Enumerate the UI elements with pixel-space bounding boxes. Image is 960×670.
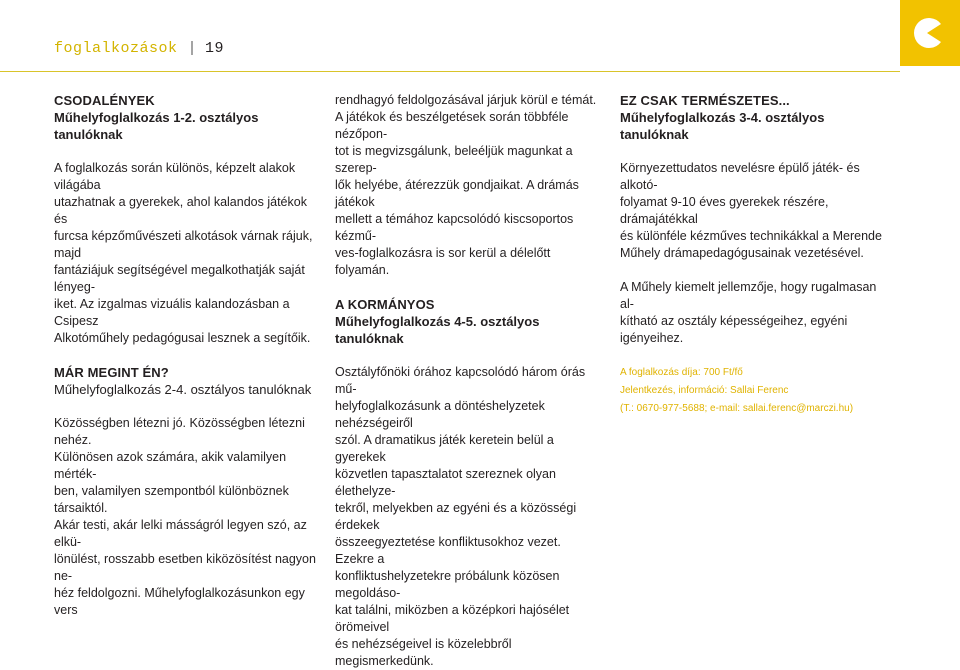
paragraph-line: összeegyeztetése konfliktusokhoz vezet. Ezekre a [335,535,561,566]
paragraph-line: A játékok és beszélgetések során többféle nézőpon- [335,110,569,141]
paragraph-line: ves-foglalkozásra is sor kerül a délelőtt folyamán. [335,246,551,277]
paragraph-line: kat találni, miközben a középkori hajósélet örömeivel [335,603,570,634]
article-subtitle: Műhelyfoglalkozás 1-2. osztályos tanulóknak [54,110,259,142]
paragraph-line: kítható az osztály képességeihez, egyéni igényeihez. [620,314,848,345]
article-subtitle: Műhelyfoglalkozás 4-5. osztályos tanulóknak [335,314,540,346]
page-tab [900,0,960,66]
running-header [54,40,224,57]
paragraph-line: Közösségben létezni jó. Közösségben létezni nehéz. [54,416,305,447]
pacman-icon [910,16,944,50]
price-info: A foglalkozás díja: 700 Ft/fő [620,367,743,378]
paragraph-line: és különféle kézműves technikákkal a Merende [620,229,882,243]
paragraph-line: utazhatnak a gyerekek, ahol kalandos játékok és [54,195,307,226]
page-number: 19 [205,40,225,57]
paragraph-line: rendhagyó feldolgozásával járjuk körül e témát. [335,93,597,107]
paragraph-line: Környezettudatos nevelésre épülő játék- és alkotó- [620,161,860,192]
paragraph-line: lők helyébe, átérezzük gondjaikat. A drámás játékok [335,178,579,209]
column-2 [335,92,601,670]
article-title: CSODALÉNYEK [54,93,155,108]
paragraph-line: helyfoglalkozásunk a döntéshelyzetek nehézségeiről [335,399,545,430]
header-separator: | [187,40,198,57]
paragraph-line: tot is megvizsgálunk, beleéljük magunkat a szerep- [335,144,573,175]
paragraph-line: A Műhely kiemelt jellemzője, hogy rugalmasan al- [620,280,877,311]
article-title: A KORMÁNYOS [335,297,435,312]
contact-info: Jelentkezés, információ: Sallai Ferenc [620,385,789,396]
contact-details: (T.: 0670-977-5688; e-mail: sallai.ferenc@marczi.hu) [620,403,854,414]
article-subtitle: Műhelyfoglalkozás 3-4. osztályos tanulóknak [620,110,825,142]
section-label: foglalkozások [54,40,178,57]
paragraph-line: Osztályfőnöki órához kapcsolódó három órás mű- [335,365,586,396]
article-title: MÁR MEGINT ÉN? [54,365,169,380]
paragraph-line: héz feldolgozni. Műhelyfoglalkozásunkon egy vers [54,586,305,617]
paragraph-line: lönülést, rosszabb esetben kiközösítést nagyon ne- [54,552,316,583]
paragraph-line: Műhely drámapedagógusainak vezetésével. [620,246,864,260]
paragraph-line: Akár testi, akár lelki másságról legyen szó, az elkü- [54,518,307,549]
paragraph-line: ben, valamilyen szempontból különböznek társaiktól. [54,484,289,515]
column-1 [54,92,316,619]
paragraph-line: folyamat 9-10 éves gyerekek részére, drámajátékkal [620,195,829,226]
paragraph-line: iket. Az izgalmas vizuális kalandozásban a Csipesz [54,297,290,328]
paragraph-line: mellett a témához kapcsolódó kiscsoportos kézmű- [335,212,574,243]
page-header [0,0,960,72]
paragraph-line: Alkotóműhely pedagógusai lesznek a segítőik. [54,331,311,345]
paragraph-line: közvetlen tapasztalatot szereznek olyan élethelyze- [335,467,556,498]
column-3 [620,92,886,418]
paragraph-line: és nehézségeivel is közelebbről megismerkedünk. [335,637,512,668]
paragraph-line: fantáziájuk segítségével megalkothatják saját lényeg- [54,263,305,294]
paragraph-line: Különösen azok számára, akik valamilyen mérték- [54,450,287,481]
paragraph-line: tekről, melyekben az egyéni és a közösségi érdekek [335,501,577,532]
article-title: EZ CSAK TERMÉSZETES... [620,93,790,108]
paragraph-line: A foglalkozás során különös, képzelt alakok világába [54,161,296,192]
header-rule [0,71,900,72]
article-subtitle: Műhelyfoglalkozás 2-4. osztályos tanulóknak [54,382,312,397]
paragraph-line: furcsa képzőművészeti alkotások várnak rájuk, majd [54,229,313,260]
paragraph-line: konfliktushelyzetekre próbálunk közösen megoldáso- [335,569,560,600]
paragraph-line: szól. A dramatikus játék keretein belül a gyerekek [335,433,554,464]
